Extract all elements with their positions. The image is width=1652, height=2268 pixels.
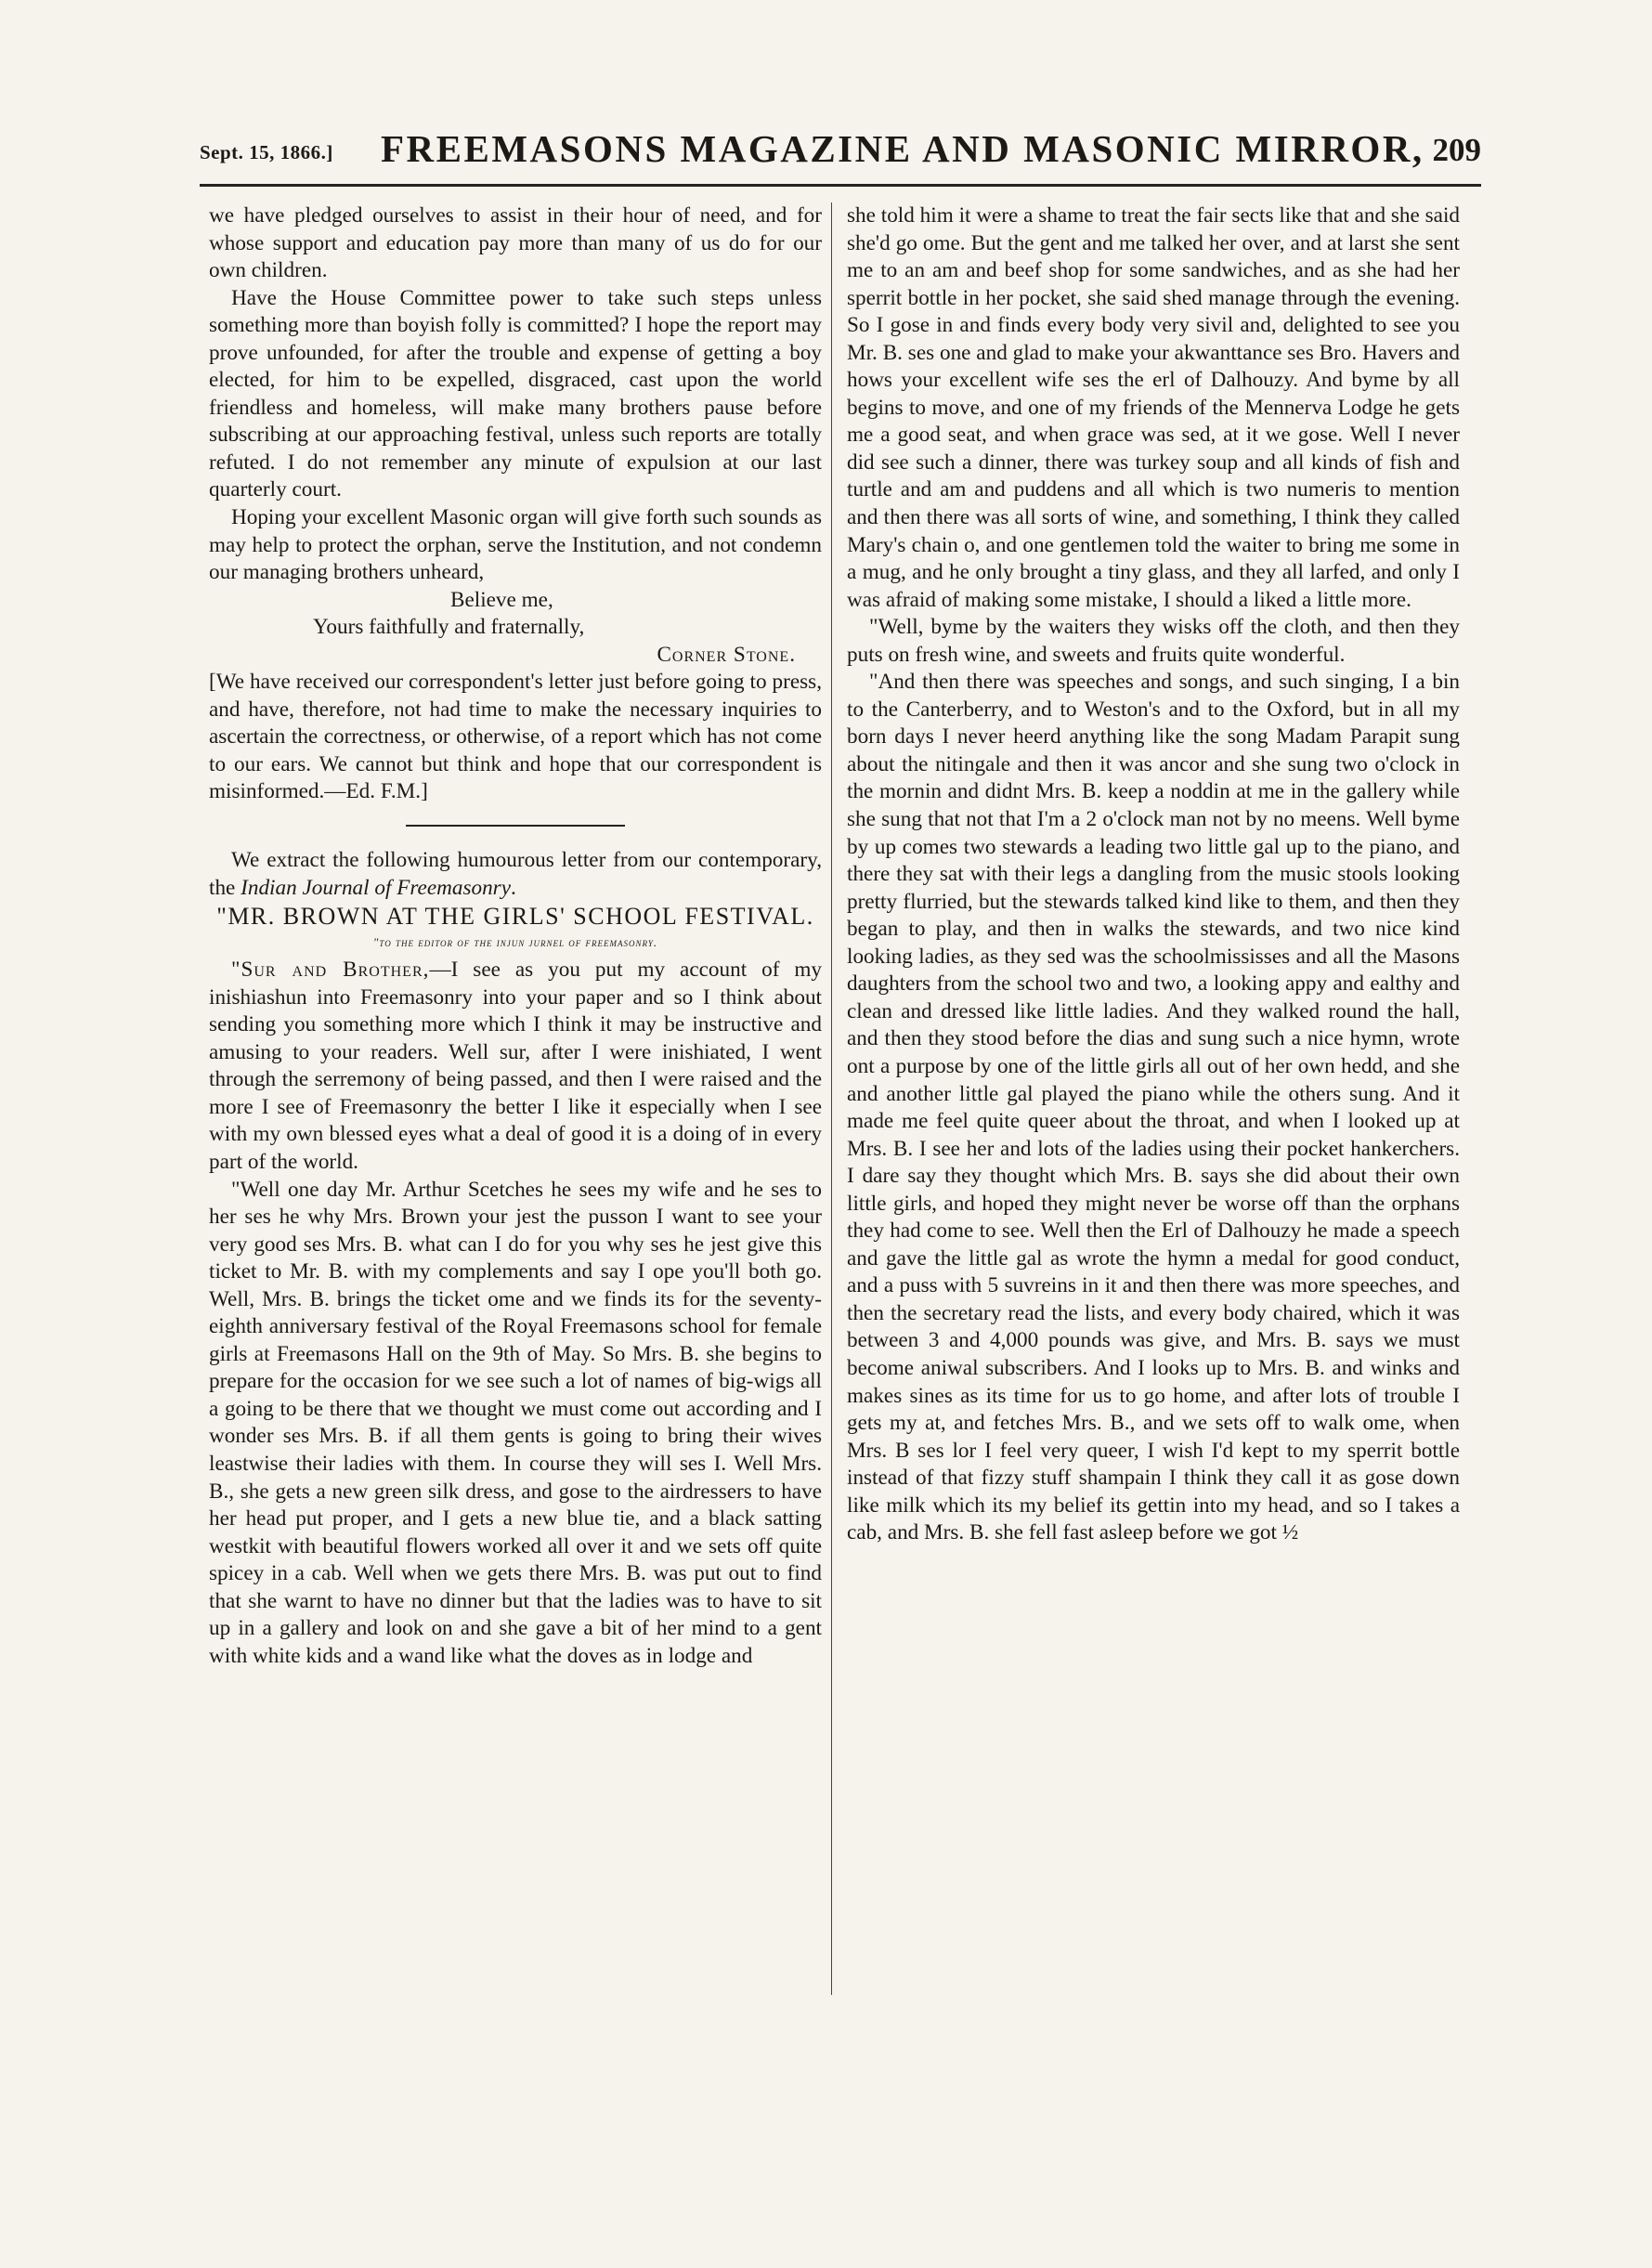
article-paragraph — [209, 957, 822, 1176]
signature: Corner Stone. — [657, 642, 796, 667]
article-intro — [209, 847, 822, 902]
sign-off: Believe me, — [450, 587, 553, 612]
salutation: "Sur and Brother, — [231, 958, 430, 983]
article-paragraph: "And then there was speeches and songs, and such singing, I a bin to the Canterberry, and to Weston's and to the Oxford, but in all my born days I never heerd anything like the song Madam Parapit sung about the nitingale and then it was ancor and she sung two o'clock in the mornin and didnt Mrs. B. keep a noddin at me in the gallery while she sung that not that I'm a 2 o'clock man not by no meens. Well byme by up comes two stewards a leading two little gal up to the piano, and there they sat with their legs a dangling from the music stools looking pretty flurried, but the stewards talked kind like to them, and then they began to play, and then in walks the stewards, and two nice kind looking ladies, as they sed was the schoolmississes and all the Masons daughters from the school two and two, a looking appy and ealthy and clean and dressed like little ladies. And they walked round the hall, and then they stood before the dias and sung such a nice hymn, wrote ont a purpose by one of the little girls all out of her own hedd, and she and another little gal played the piano while the others sung. And it made me feel quite queer about the throat, and when I looked up at Mrs. B. I see her and lots of the ladies using their pocket hankerchers. I dare say they thought which Mrs. B. says she did about their own little girls, and hoped they might never be worse off than the orphans they had come to see. Well then the Erl of Dalhouzy he made a speech and gave the little gal as wrote the hymn a medal for good conduct, and a puss with 5 suvreins in it and then there was more speeches, and then the secretary read the lists, and every body chaired, which it was between 3 and 4,000 pounds was give, and Mrs. B. says we must become aniwal subscribers. And I looks up to Mrs. B. and winks and makes sines as its time for us to go home, and after lots of trouble I gets my at, and fetches Mrs. B., and we sets off to walk ome, when Mrs. B ses lor I feel very queer, I wish I'd kept to my sperrit bottle instead of that fizzy stuff shampain I think they call it as gose down like milk which its my belief its gettin into my head, and so I takes a cab, and Mrs. B. she fell fast asleep before we got ½ — [847, 670, 1460, 1545]
intro-text: We extract the following humourous letter from our contemporary, the — [209, 848, 822, 900]
page-header — [200, 121, 1481, 173]
letter-paragraph: Hoping your excellent Masonic organ will give forth such sounds as may help to protect the orphan, serve the Institution, and not condemn our managing brothers unheard, — [209, 505, 822, 585]
article-subtitle: "to the editor of the injun jurnel of freemasonry. — [372, 935, 658, 950]
article-paragraph: she told him it were a shame to treat the fair sects like that and she said she'd go ome. But the gent and me talked her over, and at larst she sent me to an am and beef shop for some sandwiches, and as she had her sperrit bottle in her pocket, she said shed manage through the evening. So I gose in and finds every body very sivil and, delighted to see you Mr. B. ses one and glad to make your akwanttance ses Bro. Havers and hows your excellent wife ses the erl of Dalhouzy. And byme by all begins to move, and one of my friends of the Mennerva Lodge he gets me a good seat, and when grace was sed, at it we gose. Well I never did see such a dinner, there was turkey soup and all kinds of fish and turtle and am and puddens and all which is two numeris to mention and then there was all sorts of wine, and something, I think they called Mary's chain o, and one gentlemen told the waiter to bring me some in a mug, and he only brought a tiny glass, and they all larfed, and only I was afraid of making some mistake, I should a liked a little more. — [847, 203, 1460, 612]
issue-date: Sept. 15, 1866.] — [200, 141, 333, 163]
article-title: "MR. BROWN AT THE GIRLS' SCHOOL FESTIVAL. — [216, 903, 814, 931]
editor-note: [We have received our correspondent's letter just before going to press, and have, therefore, not had time to make the necessary inquiries to ascertain the correctness, or otherwise, of a report which has not come to our ears. We cannot but think and hope that our correspondent is misinformed.—Ed. F.M.] — [209, 670, 822, 804]
intro-end: . — [511, 875, 516, 900]
sign-off: Yours faithfully and fraternally, — [313, 615, 585, 640]
letter-paragraph: Have the House Committee power to take such steps unless something more than boyish folly is committed? I hope the report may prove unfounded, for after the trouble and expense of getting a boy elected, for him to be expelled, disgraced, cast upon the world friendless and homeless, will make many brothers pause before subscribing at our approaching festival, unless such reports are totally refuted. I do not remember any minute of expulsion at our last quarterly court. — [209, 285, 822, 502]
journal-name: Indian Journal of Freemasonry — [241, 875, 511, 900]
page-number: 209 — [1432, 132, 1481, 168]
magazine-title: FREEMASONS MAGAZINE AND MASONIC MIRROR, — [381, 127, 1424, 170]
article-paragraph: "Well, byme by the waiters they wisks off the cloth, and then they puts on fresh wine, and sweets and fruits quite wonderful. — [847, 615, 1460, 667]
header-rule — [200, 184, 1481, 187]
column-divider — [831, 202, 832, 1995]
left-column — [209, 202, 822, 1670]
section-divider — [406, 825, 625, 827]
paragraph-text: —I see as you put my account of my inishiashun into Freemasonry into your paper and so I think about sending you something more which I think it may be instructive and amusing to your readers. Well sur, after I were inishiated, I went through the serremony of being passed, and then I were raised and the more I see of Freemasonry the better I like it especially when I see with my own blessed eyes what a deal of good it is a doing of in every part of the world. — [209, 958, 823, 1174]
right-column — [847, 202, 1460, 1547]
article-paragraph: "Well one day Mr. Arthur Scetches he sees my wife and he ses to her ses he why Mrs. Brown your jest the pusson I want to see your very good ses Mrs. B. what can I do for you why ses he jest give this ticket to Mr. B. with my complements and say I ope you'll both go. Well, Mrs. B. brings the ticket ome and we finds its for the seventy-eighth anniversary festival of the Royal Freemasons school for female girls at Freemasons Hall on the 9th of May. So Mrs. B. she begins to prepare for the occasion for we see such a lot of names of big-wigs all a going to be there that we thought we must come out according and I wonder ses Mrs. B. if all them gents is going to bring their wives leastwise their ladies with them. In course they will ses I. Well Mrs. B., she gets a new green silk dress, and gose to the airdressers to have her head put proper, and I gets a new blue tie, and a black satting westkit with beautiful flowers worked all over it and we sets off quite spicey in a cab. Well when we gets there Mrs. B. was put out to find that she warnt to have no dinner but that the ladies was to have to sit up in a gallery and look on and she gave a bit of her mind to a gent with white kids and a wand like what the doves as in lodge and — [209, 1177, 822, 1668]
letter-paragraph: we have pledged ourselves to assist in their hour of need, and for whose support and education pay more than many of us do for our own children. — [209, 203, 822, 283]
